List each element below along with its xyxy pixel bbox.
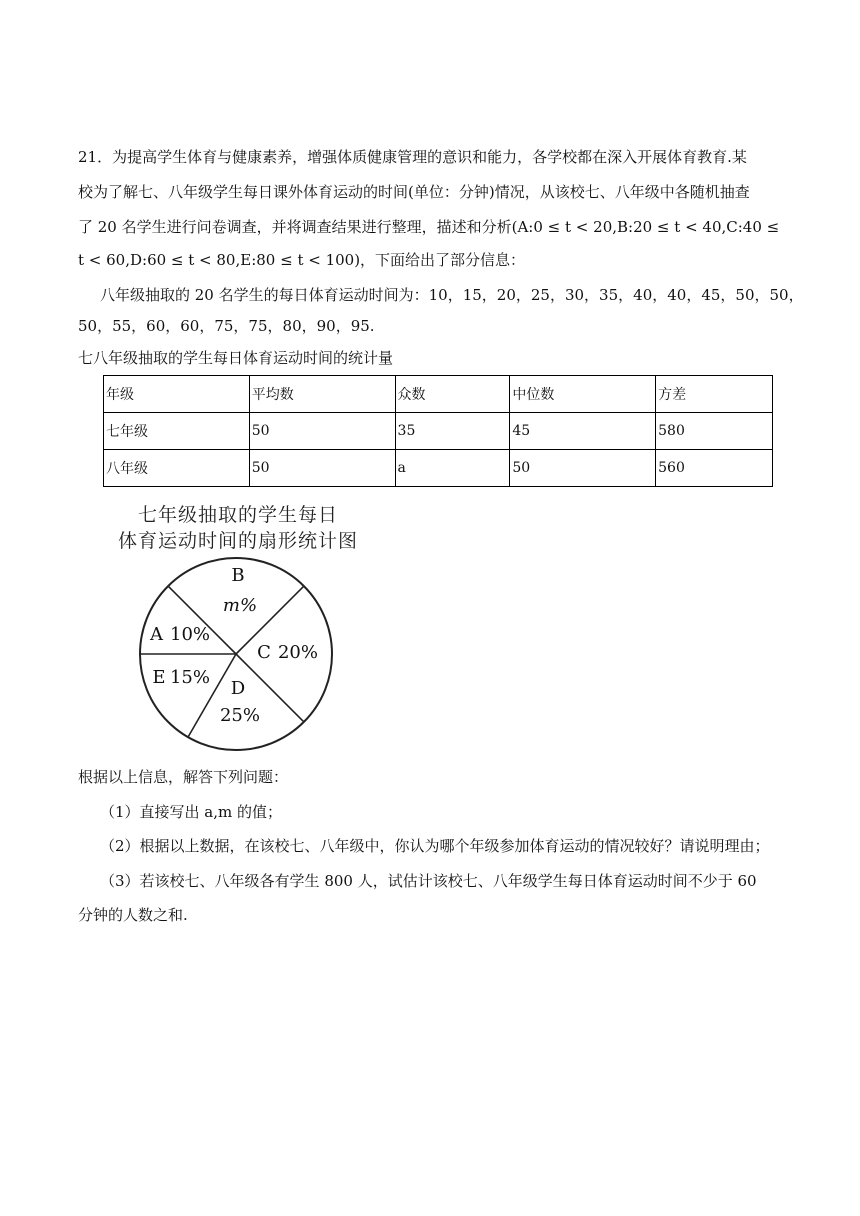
problem-text-line-2: 校为了解七、八年级学生每日课外体育运动的时间(单位：分钟)情况，从该校七、八年级中各随机抽查 — [78, 183, 750, 201]
slice-d-label: D — [230, 678, 246, 699]
chart-title-line-2: 体育运动时间的扇形统计图 — [117, 530, 358, 552]
header-mean: 平均数 — [249, 376, 395, 413]
chart-title-line-1: 七年级抽取的学生每日 — [137, 504, 338, 526]
grade8-data-line-2: 50，55，60，60，75，75，80，90，95. — [78, 317, 375, 335]
header-mode: 众数 — [395, 376, 510, 413]
slice-e-label: E — [152, 667, 166, 688]
problem-text-line-4: t < 60,D:60 ≤ t < 80,E:80 ≤ t < 100)，下面给出了部分信息： — [78, 251, 526, 269]
question-3-line-2: 分钟的人数之和. — [78, 906, 188, 924]
problem-text-line-1: 21．为提高学生体育与健康素养，增强体质健康管理的意识和能力，各学校都在深入开展体育教育.某 — [78, 148, 747, 166]
problem-text-line-3: 了 20 名学生进行问卷调查，并将调查结果进行整理，描述和分析(A:0 ≤ t < 20,B:20 ≤ t < 40,C:40 ≤ — [78, 218, 780, 236]
table-cell: 560 — [656, 450, 773, 487]
table-row — [104, 450, 773, 487]
slice-e-value: 15% — [169, 667, 211, 688]
questions-intro: 根据以上信息，解答下列问题： — [78, 768, 289, 786]
statistics-table — [103, 375, 773, 487]
table-cell: 580 — [656, 413, 773, 450]
header-median: 中位数 — [510, 376, 656, 413]
table-cell: 45 — [510, 413, 656, 450]
table-cell: 50 — [249, 450, 395, 487]
slice-d-value: 25% — [219, 705, 261, 726]
slice-c-label: C — [257, 642, 271, 663]
grade8-data-line-1: 八年级抽取的 20 名学生的每日体育运动时间为：10，15，20，25，30，35，40，40，45，50，50， — [100, 286, 804, 304]
pie-chart — [130, 548, 342, 760]
header-variance: 方差 — [656, 376, 773, 413]
slice-c-value: 20% — [277, 642, 319, 663]
question-3-line-1: （3）若该校七、八年级各有学生 800 人，试估计该校七、八年级学生每日体育运动时间不少于 60 — [100, 872, 757, 890]
table-row — [104, 413, 773, 450]
table-cell: 八年级 — [104, 450, 250, 487]
table-cell: 50 — [510, 450, 656, 487]
header-grade: 年级 — [104, 376, 250, 413]
table-cell: 35 — [395, 413, 510, 450]
table-caption: 七八年级抽取的学生每日体育运动时间的统计量 — [78, 349, 394, 367]
slice-a-value: 10% — [170, 624, 211, 645]
slice-b-label: B — [231, 565, 245, 586]
table-cell: a — [395, 450, 510, 487]
table-cell: 七年级 — [104, 413, 250, 450]
table-cell: 50 — [249, 413, 395, 450]
question-1: （1）直接写出 a,m 的值； — [100, 803, 283, 821]
table-header-row — [104, 376, 773, 413]
question-2: （2）根据以上数据，在该校七、八年级中，你认为哪个年级参加体育运动的情况较好？请说明理由； — [100, 837, 770, 855]
slice-b-value: m% — [222, 595, 258, 616]
slice-a-label: A — [150, 624, 163, 645]
